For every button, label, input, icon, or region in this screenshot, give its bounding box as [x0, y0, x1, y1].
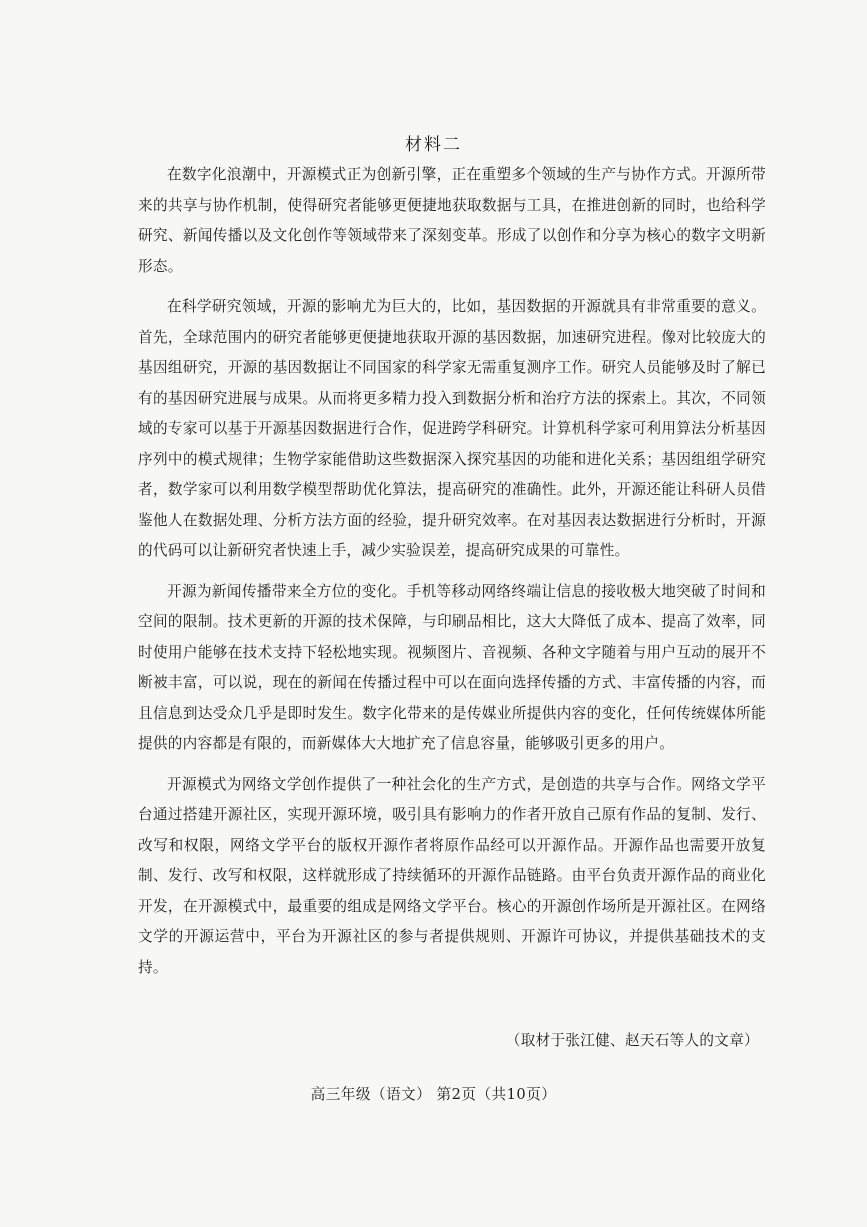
paragraph-1: 在数字化浪潮中，开源模式正为创新引擎，正在重塑多个领域的生产与协作方式。开源所带来的共享与协作机制，使得研究者能够更便捷地获取数据与工具，在推进创新的同时，也给科学研究、新闻传播以及文化创作等领域带来了深刻变革。形成了以创作和分享为核心的数字文明新形态。 [138, 166, 766, 275]
article-body [138, 160, 766, 993]
paragraph-3: 开源为新闻传播带来全方位的变化。手机等移动网络终端让信息的接收极大地突破了时间和空间的限制。技术更新的开源的技术保障，与印刷品相比，这大大降低了成本、提高了效率，同时使用户能够在技术支持下轻松地实现。视频图片、音视频、各种文字随着与用户互动的展开不断被丰富，可以说，现在的新闻在传播过程中可以在面向选择传播的方式、丰富传播的内容，而且信息到达受众几乎是即时发生。数字化带来的是传媒业所提供内容的变化，任何传统媒体所能提供的内容都是有限的，而新媒体大大地扩充了信息容量，能够吸引更多的用户。 [138, 582, 766, 752]
source-note: （取材于张江健、赵天石等人的文章） [505, 1032, 759, 1049]
section-title: 材料二 [405, 135, 462, 155]
paragraph-2: 在科学研究领域，开源的影响尤为巨大的，比如，基因数据的开源就具有非常重要的意义。首先，全球范围内的研究者能够更便捷地获取开源的基因数据，加速研究进程。像对比较庞大的基因组研究，开源的基因数据让不同国家的科学家无需重复测序工作。研究人员能够及时了解已有的基因研究进展与成果。从而将更多精力投入到数据分析和治疗方法的探索上。其次，不同领域的专家可以基于开源基因数据进行合作，促进跨学科研究。计算机科学家可利用算法分析基因序列中的模式规律；生物学家能借助这些数据深入探究基因的功能和进化关系；基因组组学研究者，数学家可以利用数学模型帮助优化算法，提高研究的准确性。此外，开源还能让科研人员借鉴他人在数据处理、分析方法方面的经验，提升研究效率。在对基因表达数据进行分析时，开源的代码可以让新研究者快速上手，减少实验误差，提高研究成果的可靠性。 [138, 298, 766, 559]
paragraph-4: 开源模式为网络文学创作提供了一种社会化的生产方式，是创造的共享与合作。网络文学平台通过搭建开源社区，实现开源环境，吸引具有影响力的作者开放自己原有作品的复制、发行、改写和权限，网络文学平台的版权开源作者将原作品经可以开源作品。开源作品也需要开放复制、发行、改写和权限，这样就形成了持续循环的开源作品链路。由平台负责开源作品的商业化开发，在开源模式中，最重要的组成是网络文学平台。核心的开源创作场所是开源社区。在网络文学的开源运营中，平台为开源社区的参与者提供规则、开源许可协议，并提供基础技术的支持。 [138, 775, 766, 976]
page-footer: 高三年级（语文） 第2页（共10页） [310, 1086, 557, 1103]
